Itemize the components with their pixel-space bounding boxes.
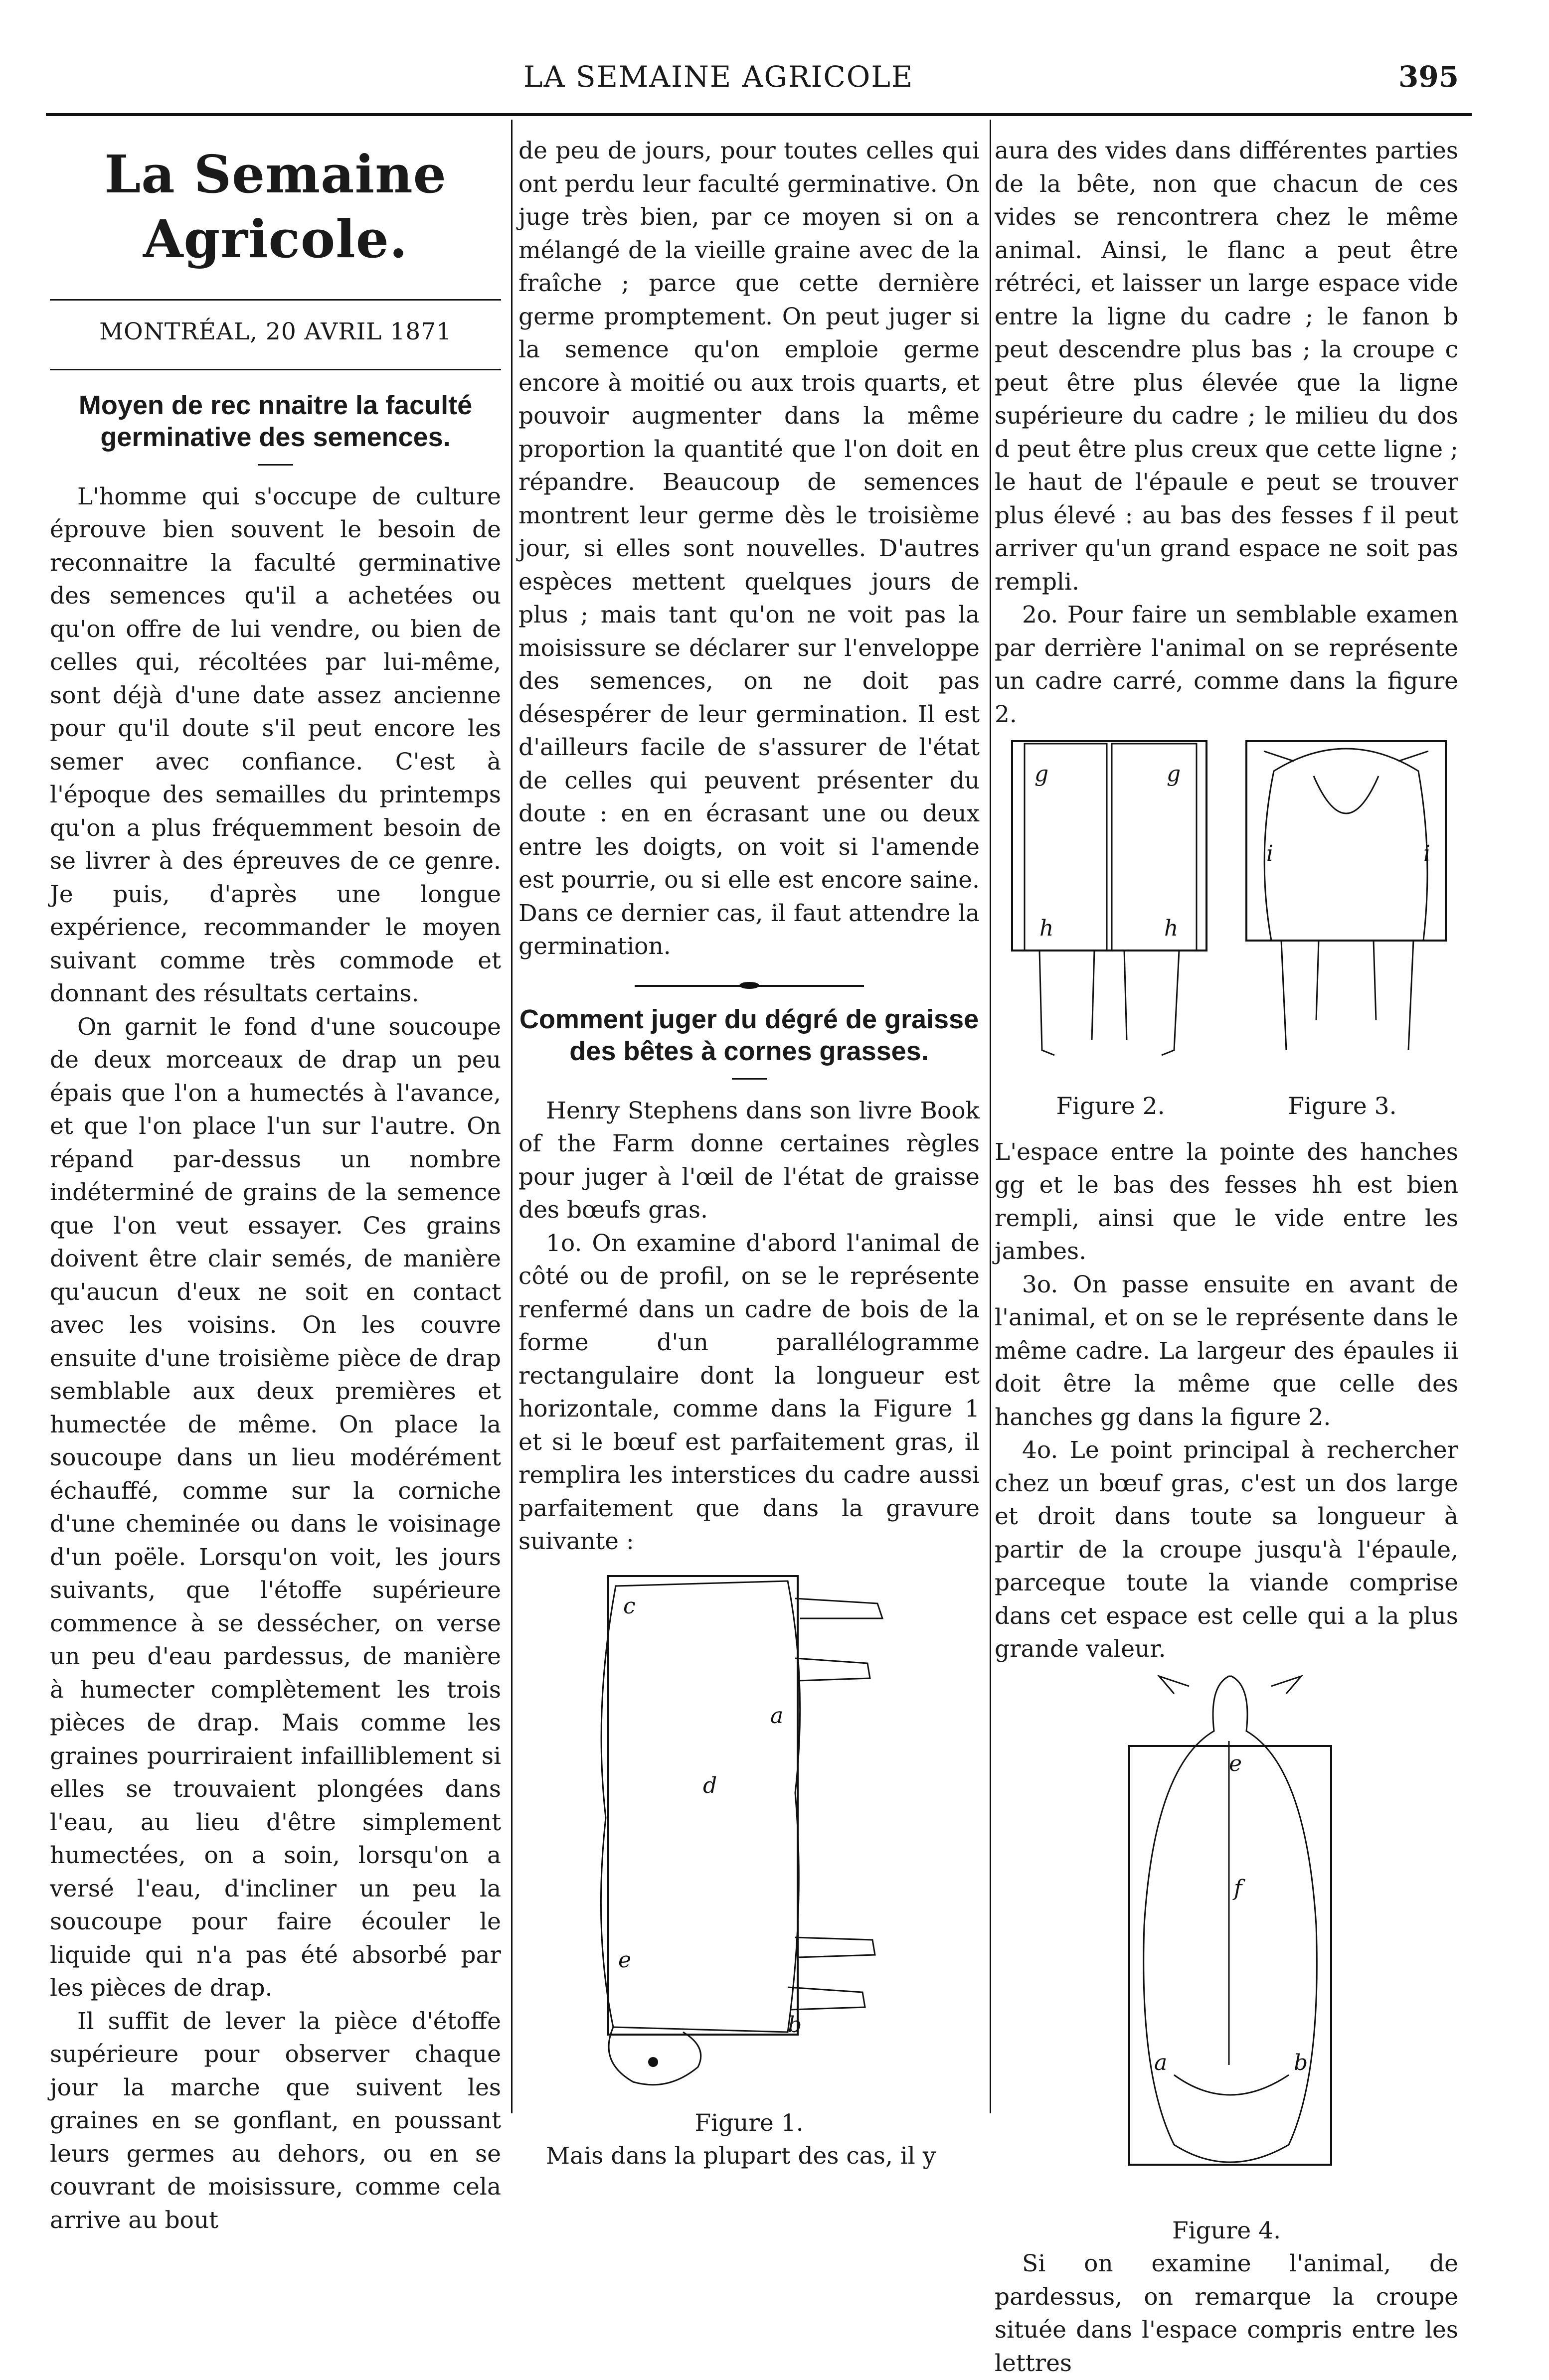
figure-4-caption: Figure 4. — [1172, 2217, 1281, 2244]
header-rule — [46, 113, 1472, 116]
paragraph: 3o. On passe ensuite en avant de l'animal, et on se le représente dans le même cadre. La largeur des épaules ii doit être la même que celle des hanches gg dans la figure 2. — [995, 1270, 1458, 1431]
figure-4-letter: f — [1234, 1875, 1242, 1901]
figure-1-ox-side-illustration — [518, 1559, 980, 2107]
figure-2-letter: h — [1039, 916, 1054, 941]
heading-dash — [258, 464, 293, 466]
figure-1-letter: b — [788, 2012, 802, 2038]
figure-1-letter: a — [770, 1703, 784, 1729]
masthead: La Semaine Agricole. — [104, 144, 447, 270]
article-heading-seeds: Moyen de rec nnaitre la faculté germinative des semences. — [78, 390, 473, 452]
figure-1-letter: d — [703, 1772, 717, 1798]
dateline: MONTRÉAL, 20 AVRIL 1871 — [50, 299, 501, 370]
paragraph: 1o. On examine d'abord l'animal de côté ou de profil, on se le représente renfermé dans un cadre de bois de la forme d'un parallélogramme rectangulaire dont la longueur est horizontale, comme dans la Figure 1 et si le bœuf est parfaitement gras, il remplira les interstices du cadre aussi parfaitement que dans la gravure suivante : — [518, 1229, 980, 1555]
paragraph: aura des vides dans différentes parties de la bête, non que chacun de ces vides se rencontrera chez le même animal. Ainsi, le flanc a peut être rétréci, et laisser un large espace vide entre la ligne du cadre ; le fanon b peut descendre plus bas ; la croupe c peut être plus élevée que la ligne supérieure du cadre ; le milieu du dos d peut être plus creux que cette ligne ; le haut de l'épaule e peut se trouver plus élevé : au bas des fesses f il peut arriver qu'un grand espace ne soit pas rempli. — [995, 137, 1458, 596]
column-2 — [518, 135, 980, 2173]
figure-4-letter: a — [1154, 2050, 1168, 2075]
paragraph: On garnit le fond d'une soucoupe de deux morceaux de drap un peu épais que l'on a humectés à l'avance, et que l'on place l'un sur l'autre. On répand par-dessus un nombre indéterminé de grains de la semence que l'on veut essayer. Ces grains doivent être clair semés, de manière qu'aucun d'eux ne soit en contact avec les voisins. On les couvre ensuite d'une troisième pièce de drap semblable aux deux premières et humectée de même. On place la soucoupe dans un lieu modérément échauffé, comme sur la corniche d'une cheminée ou dans le voisinage d'un poële. Lorsqu'on voit, les jours suivants, que l'étoffe supérieure commence à se dessécher, on verse un peu d'eau pardessus, de manière à humecter complètement les trois pièces de drap. Mais comme les graines pourriraient infailliblement si elles se trouvaient plongées dans l'eau, au lieu d'être simplement humectées, on a soin, lorsqu'on a versé l'eau, d'incliner un peu la soucoupe pour faire écouler le liquide qui n'a pas été absorbé par les pièces de drap. — [50, 1013, 501, 2002]
paragraph: Il suffit de lever la pièce d'étoffe supérieure pour observer chaque jour la marche que suivent les graines en se gonflant, en poussant leurs germes au dehors, ou en se couvrant de moisissure, comme cela arrive au bout — [50, 2007, 501, 2234]
figure-3-caption: Figure 3. — [1288, 1093, 1397, 1120]
figure-3-letter: i — [1266, 841, 1274, 866]
figure-2-letter: g — [1167, 761, 1181, 787]
figure-4 — [995, 1666, 1458, 2248]
figure-2-3-ox-rear-front-illustration — [995, 731, 1458, 1090]
figure-2-caption: Figure 2. — [1056, 1093, 1165, 1120]
column-divider-2 — [990, 120, 991, 2113]
page-number: 395 — [1398, 60, 1459, 94]
paragraph: L'homme qui s'occupe de culture éprouve bien souvent le besoin de reconnaitre la faculté germinative des semences qu'il a achetées ou qu'on offre de lui vendre, ou bien de celles qui, récoltées par lui-même, sont déjà d'une date assez ancienne pour qu'il doute s'il peut encore les semer avec confiance. C'est à l'époque des semailles du printemps qu'on a plus fréquemment besoin de se livrer à des épreuves de ce genre. Je puis, d'après une longue expérience, recommander le moyen suivant comme très commode et donnant des résultats certains. — [50, 482, 501, 1007]
figure-3-letter: i — [1423, 841, 1431, 866]
figure-4-letter: b — [1294, 2050, 1308, 2075]
figure-1-caption: Figure 1. — [694, 2109, 804, 2137]
paragraph: Henry Stephens dans son livre Book of the Farm donne certaines règles pour juger à l'œil de l'état de graisse des bœufs gras. — [518, 1097, 980, 1224]
figure-4-ox-top-illustration — [995, 1666, 1458, 2215]
figure-2-letter: g — [1034, 761, 1049, 787]
section-ornament — [635, 982, 864, 988]
figure-4-letter: e — [1229, 1750, 1242, 1776]
article-heading-cattle: Comment juger du dégré de graisse des bêtes à cornes grasses. — [519, 1004, 979, 1066]
figure-1 — [518, 1559, 980, 2140]
paragraph: L'espace entre la pointe des hanches gg et le bas des fesses hh est bien rempli, ainsi que le vide entre les jambes. — [995, 1138, 1458, 1265]
column-divider-1 — [511, 120, 513, 2113]
heading-dash — [732, 1078, 767, 1080]
paragraph: 4o. Le point principal à rechercher chez un bœuf gras, c'est un dos large et droit dans toute sa longueur à partir de la croupe jusqu'à l'épaule, parceque toute la viande comprise dans cet espace est celle qui a la plus grande valeur. — [995, 1436, 1458, 1663]
paragraph: Mais dans la plupart des cas, il y — [546, 2142, 936, 2170]
running-title: LA SEMAINE AGRICOLE — [523, 60, 914, 94]
paragraph: 2o. Pour faire un semblable examen par derrière l'animal on se représente un cadre carré, comme dans la figure 2. — [995, 601, 1458, 728]
figures-2-3 — [995, 731, 1458, 1123]
figure-2-letter: h — [1164, 916, 1179, 941]
column-3 — [995, 135, 1458, 2380]
figure-1-letter: c — [623, 1593, 636, 1619]
paragraph: de peu de jours, pour toutes celles qui ont perdu leur faculté germinative. On juge très bien, par ce moyen si on a mélangé de la vieille graine avec de la fraîche ; parce que cette dernière germe promptement. On peut juger si la semence qu'on emploie germe encore à moitié ou aux trois quarts, et pouvoir augmenter dans la même proportion la quantité que l'on doit en répandre. Beaucoup de semences montrent leur germe dès le troisième jour, si elles sont nouvelles. D'autres espèces mettent quelques jours de plus ; mais tant qu'on ne voit pas la moisissure se déclarer sur l'enveloppe des semences, on ne doit pas désespérer de leur germination. Il est d'ailleurs facile de s'assurer de l'état de celles qui peuvent présenter du doute : en en écrasant une ou deux entre les doigts, on voit si l'amende est pourrie, ou si elle est encore saine. Dans ce dernier cas, il faut attendre la germination. — [518, 137, 980, 960]
paragraph: Si on examine l'animal, de pardessus, on remarque la croupe située dans l'espace compris entre les lettres — [995, 2250, 1458, 2377]
figure-1-letter: e — [618, 1947, 632, 1973]
figures-2-3-captions — [995, 1090, 1458, 1123]
page-header — [0, 55, 1549, 100]
column-1 — [50, 135, 501, 2237]
